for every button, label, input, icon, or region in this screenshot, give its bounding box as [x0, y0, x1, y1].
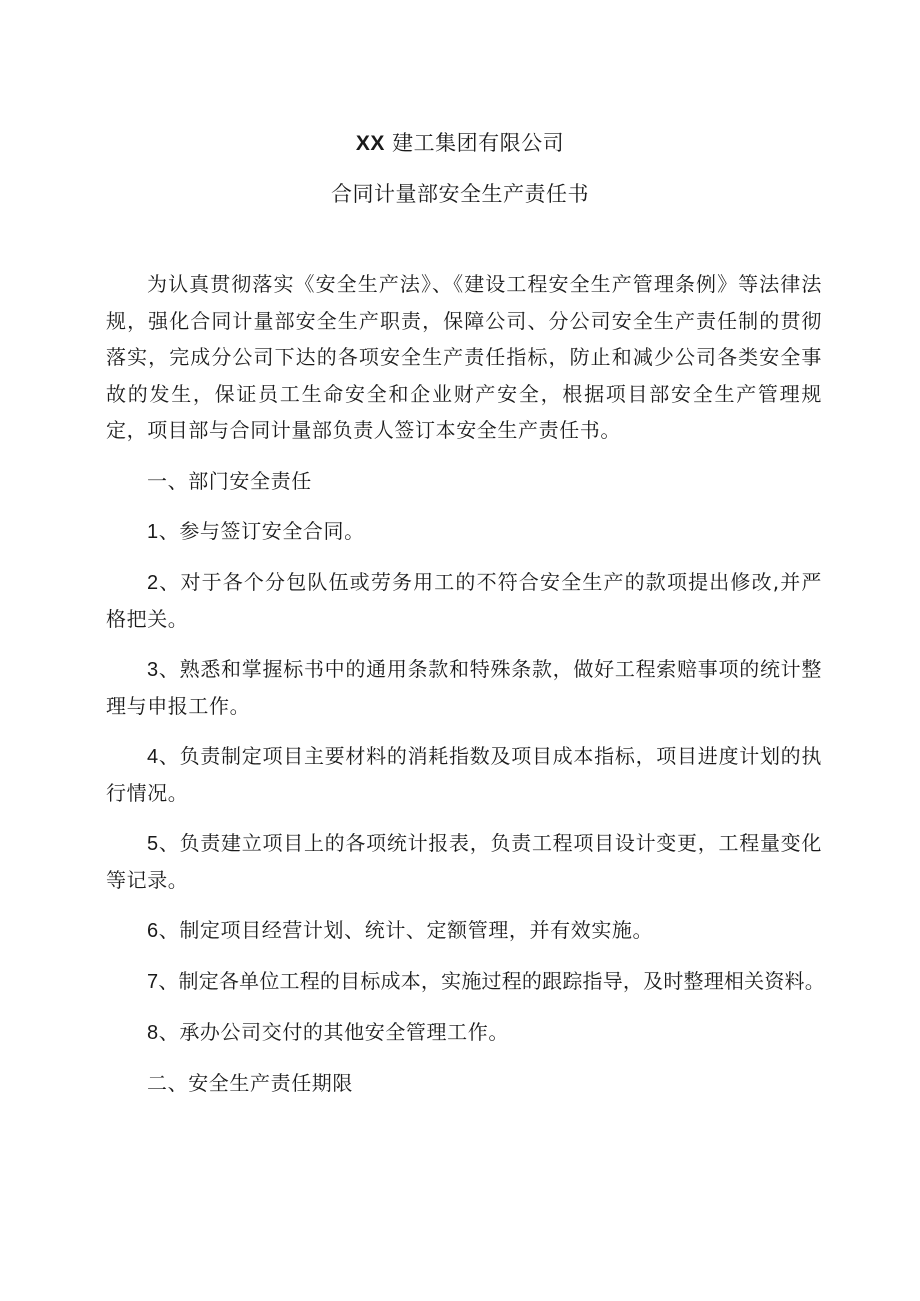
- item-text: 、负责建立项目上的各项统计报表，负责工程项目设计变更，工程量变化等记录。: [106, 830, 822, 892]
- document-title: 合同计量部安全生产责任书: [331, 182, 589, 206]
- item-text: 、参与签订安全合同。: [158, 518, 365, 543]
- item-number: 1: [147, 520, 159, 543]
- section-heading-responsibilities: 一、部门安全责任: [147, 468, 312, 493]
- list-item: [106, 963, 825, 1000]
- item-text: 、熟悉和掌握标书中的通用条款和特殊条款，做好工程索赔事项的统计整理与申报工作。: [106, 656, 822, 718]
- item-text: 、负责制定项目主要材料的消耗指数及项目成本指标，项目进度计划的执行情况。: [106, 743, 822, 805]
- item-text: 、对于各个分包队伍或劳务用工的不符合安全生产的款项提出修改,并严格把关。: [106, 569, 822, 631]
- list-item: [106, 564, 822, 637]
- section-heading-term: 二、安全生产责任期限: [147, 1070, 353, 1095]
- item-number: 7: [147, 970, 159, 993]
- item-number: 6: [147, 919, 159, 942]
- list-item: [106, 651, 822, 724]
- item-number: 2: [147, 571, 159, 594]
- list-item: [106, 513, 822, 550]
- company-name: 建工集团有限公司: [392, 131, 565, 155]
- list-item: [106, 912, 822, 949]
- document-body: [106, 266, 825, 1115]
- item-number: 3: [147, 658, 159, 681]
- list-item: [106, 738, 822, 811]
- company-title: [0, 127, 920, 160]
- item-text: 、制定各单位工程的目标成本，实施过程的跟踪指导，及时整理相关资料。: [158, 968, 825, 993]
- item-number: 4: [147, 745, 159, 768]
- company-prefix: XX: [355, 132, 385, 155]
- list-item: [106, 1014, 822, 1051]
- item-text: 、承办公司交付的其他安全管理工作。: [158, 1019, 509, 1044]
- item-number: 5: [147, 832, 159, 855]
- item-number: 8: [147, 1021, 159, 1044]
- intro-paragraph: 为认真贯彻落实《安全生产法》、《建设工程安全生产管理条例》等法律法规，强化合同计量部安全生产职责，保障公司、分公司安全生产责任制的贯彻落实，完成分公司下达的各项安全生产责任指标，防止和减少公司各类安全事故的发生，保证员工生命安全和企业财产安全，根据项目部安全生产管理规定，项目部与合同计量部负责人签订本安全生产责任书。: [106, 272, 822, 442]
- list-item: [106, 825, 822, 898]
- item-text: 、制定项目经营计划、统计、定额管理，并有效实施。: [158, 917, 654, 942]
